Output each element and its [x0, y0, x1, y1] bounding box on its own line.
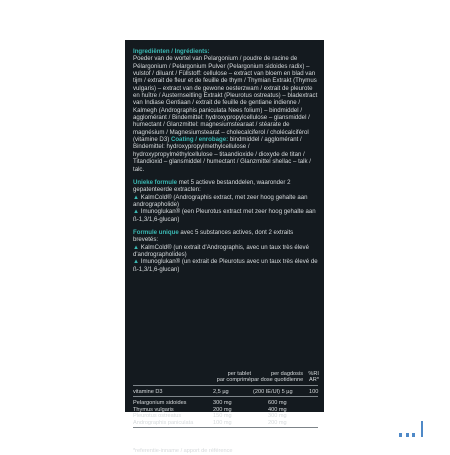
ingredients-text — [133, 48, 318, 173]
ingredient-per-day: 200 mg — [268, 419, 287, 426]
formula-nl-label: Unieke formule — [133, 178, 178, 186]
table-row — [133, 420, 318, 427]
table-row-vitamin — [133, 389, 318, 396]
ingredient-name: Andrographis paniculata — [133, 419, 194, 426]
arrow-icon: ▲ — [133, 258, 140, 266]
ingredient-name: Pelargonium sidoides — [133, 400, 187, 407]
reference-footnote: *referentie-inname / apport de référence — [133, 448, 233, 455]
header-per-daily-dose: per dagdosis par dose quotidienne — [251, 370, 304, 384]
formula-nl-item2: Imunoglukan® (een Pleurotus extract met zeer hoog gehalte aan ß-1,3/1,6-glucan) — [133, 208, 316, 223]
table-header — [133, 371, 318, 384]
ingredient-name: Thymus vulgaris — [133, 406, 174, 413]
vitamin-ri: 100 — [309, 388, 319, 395]
product-info-panel — [125, 40, 324, 455]
header-per-tablet: per tablet par comprimé — [216, 370, 251, 384]
ingredient-per-tablet: 100 mg — [213, 419, 232, 426]
formula-fr-item1: KalmCold® (un extrait d'Andrographis, avec un taux très élevé d'andrographolides) — [133, 243, 309, 258]
ingredient-per-tablet: 300 mg — [213, 400, 232, 407]
table-divider — [133, 385, 318, 386]
formula-fr — [133, 229, 318, 273]
ingredient-name: Pleurotus ostreatus — [133, 413, 182, 420]
ingredient-per-tablet: 200 mg — [213, 406, 232, 413]
ingredient-per-day: 400 mg — [268, 406, 287, 413]
table-divider — [133, 427, 318, 428]
ingredients-body: Poeder van de wortel van Pelargonium / poudre de racine de Pélargonium / Pelargonium Pulver (Pelargonium sidoides radix) – vulstof / diluant / Füllstoff: cellulose – extract van bloem en blad van tijm / extrait de fleur et de feuille de thym / Thymian Extrakt (Thymus vulgaris) – extract van de gewone oesterzwam / extrait de pleurote en huître / Austernseitling Extrakt (Pleurotus ostreatus) – bladextract van Indiase Gentiaan / extrait de feuille de gentiane indienne / Kalmegh (Andrographis paniculata Nees folium) – bindmiddel / agglomérant / Bindemittel: hydroxypropylcellulose – glansmiddel / humectant / Glanzmittel: magnesiumstearaat / stéarate de magnésium / Magnesiumstearat – cholecalciferol / cholécalciférol (vitamine D3) — [133, 55, 318, 144]
vitamin-per-day: (200 IE/UI) 5 µg — [253, 388, 293, 395]
ingredient-per-tablet: 150 mg — [213, 413, 232, 420]
table-divider — [133, 396, 318, 397]
formula-nl-item1: KalmCold® (Andrographis extract, met zeer hoog gehalte aan andrographolide) — [133, 193, 308, 208]
arrow-icon: ▲ — [133, 208, 140, 216]
formula-nl — [133, 179, 318, 223]
formula-nl-intro: met 5 actieve bestanddelen, waaronder 2 gepatenteerde extracten: — [133, 178, 291, 194]
ingredient-per-day: 600 mg — [268, 400, 287, 407]
brand-dots-icon — [397, 421, 427, 441]
formula-fr-intro: avec 5 substances actives, dont 2 extraits brevetés: — [133, 228, 294, 244]
ingredients-heading: Ingrediënten / Ingrédients: — [133, 48, 210, 55]
vitamin-per-tablet: 2,5 µg — [213, 388, 229, 395]
arrow-icon: ▲ — [133, 243, 140, 251]
formula-fr-label: Formule unique — [133, 228, 179, 236]
vitamin-name: vitamine D3 — [133, 388, 163, 395]
header-ri: %RI AR* — [308, 370, 319, 384]
coating-label: Coating / enrobage: — [170, 136, 229, 144]
ingredient-per-day: 300 mg — [268, 413, 287, 420]
coating-body: bindmiddel / agglomérant / Bindemittel: hydroxypropylmethylcellulose / hydroxypropylméthylcellulose – titaandioxide / dioxyde de titan / Titandioxid – glansmiddel / humectant / Glanzmittel shellac – talk / talc. — [133, 136, 311, 173]
arrow-icon: ▲ — [133, 193, 140, 201]
formula-fr-item2: Imunoglukan® (un extrait de Pleurotus avec un taux très élevé de ß-1,3/1,6-glucan) — [133, 258, 318, 273]
nutrition-table — [133, 371, 318, 455]
